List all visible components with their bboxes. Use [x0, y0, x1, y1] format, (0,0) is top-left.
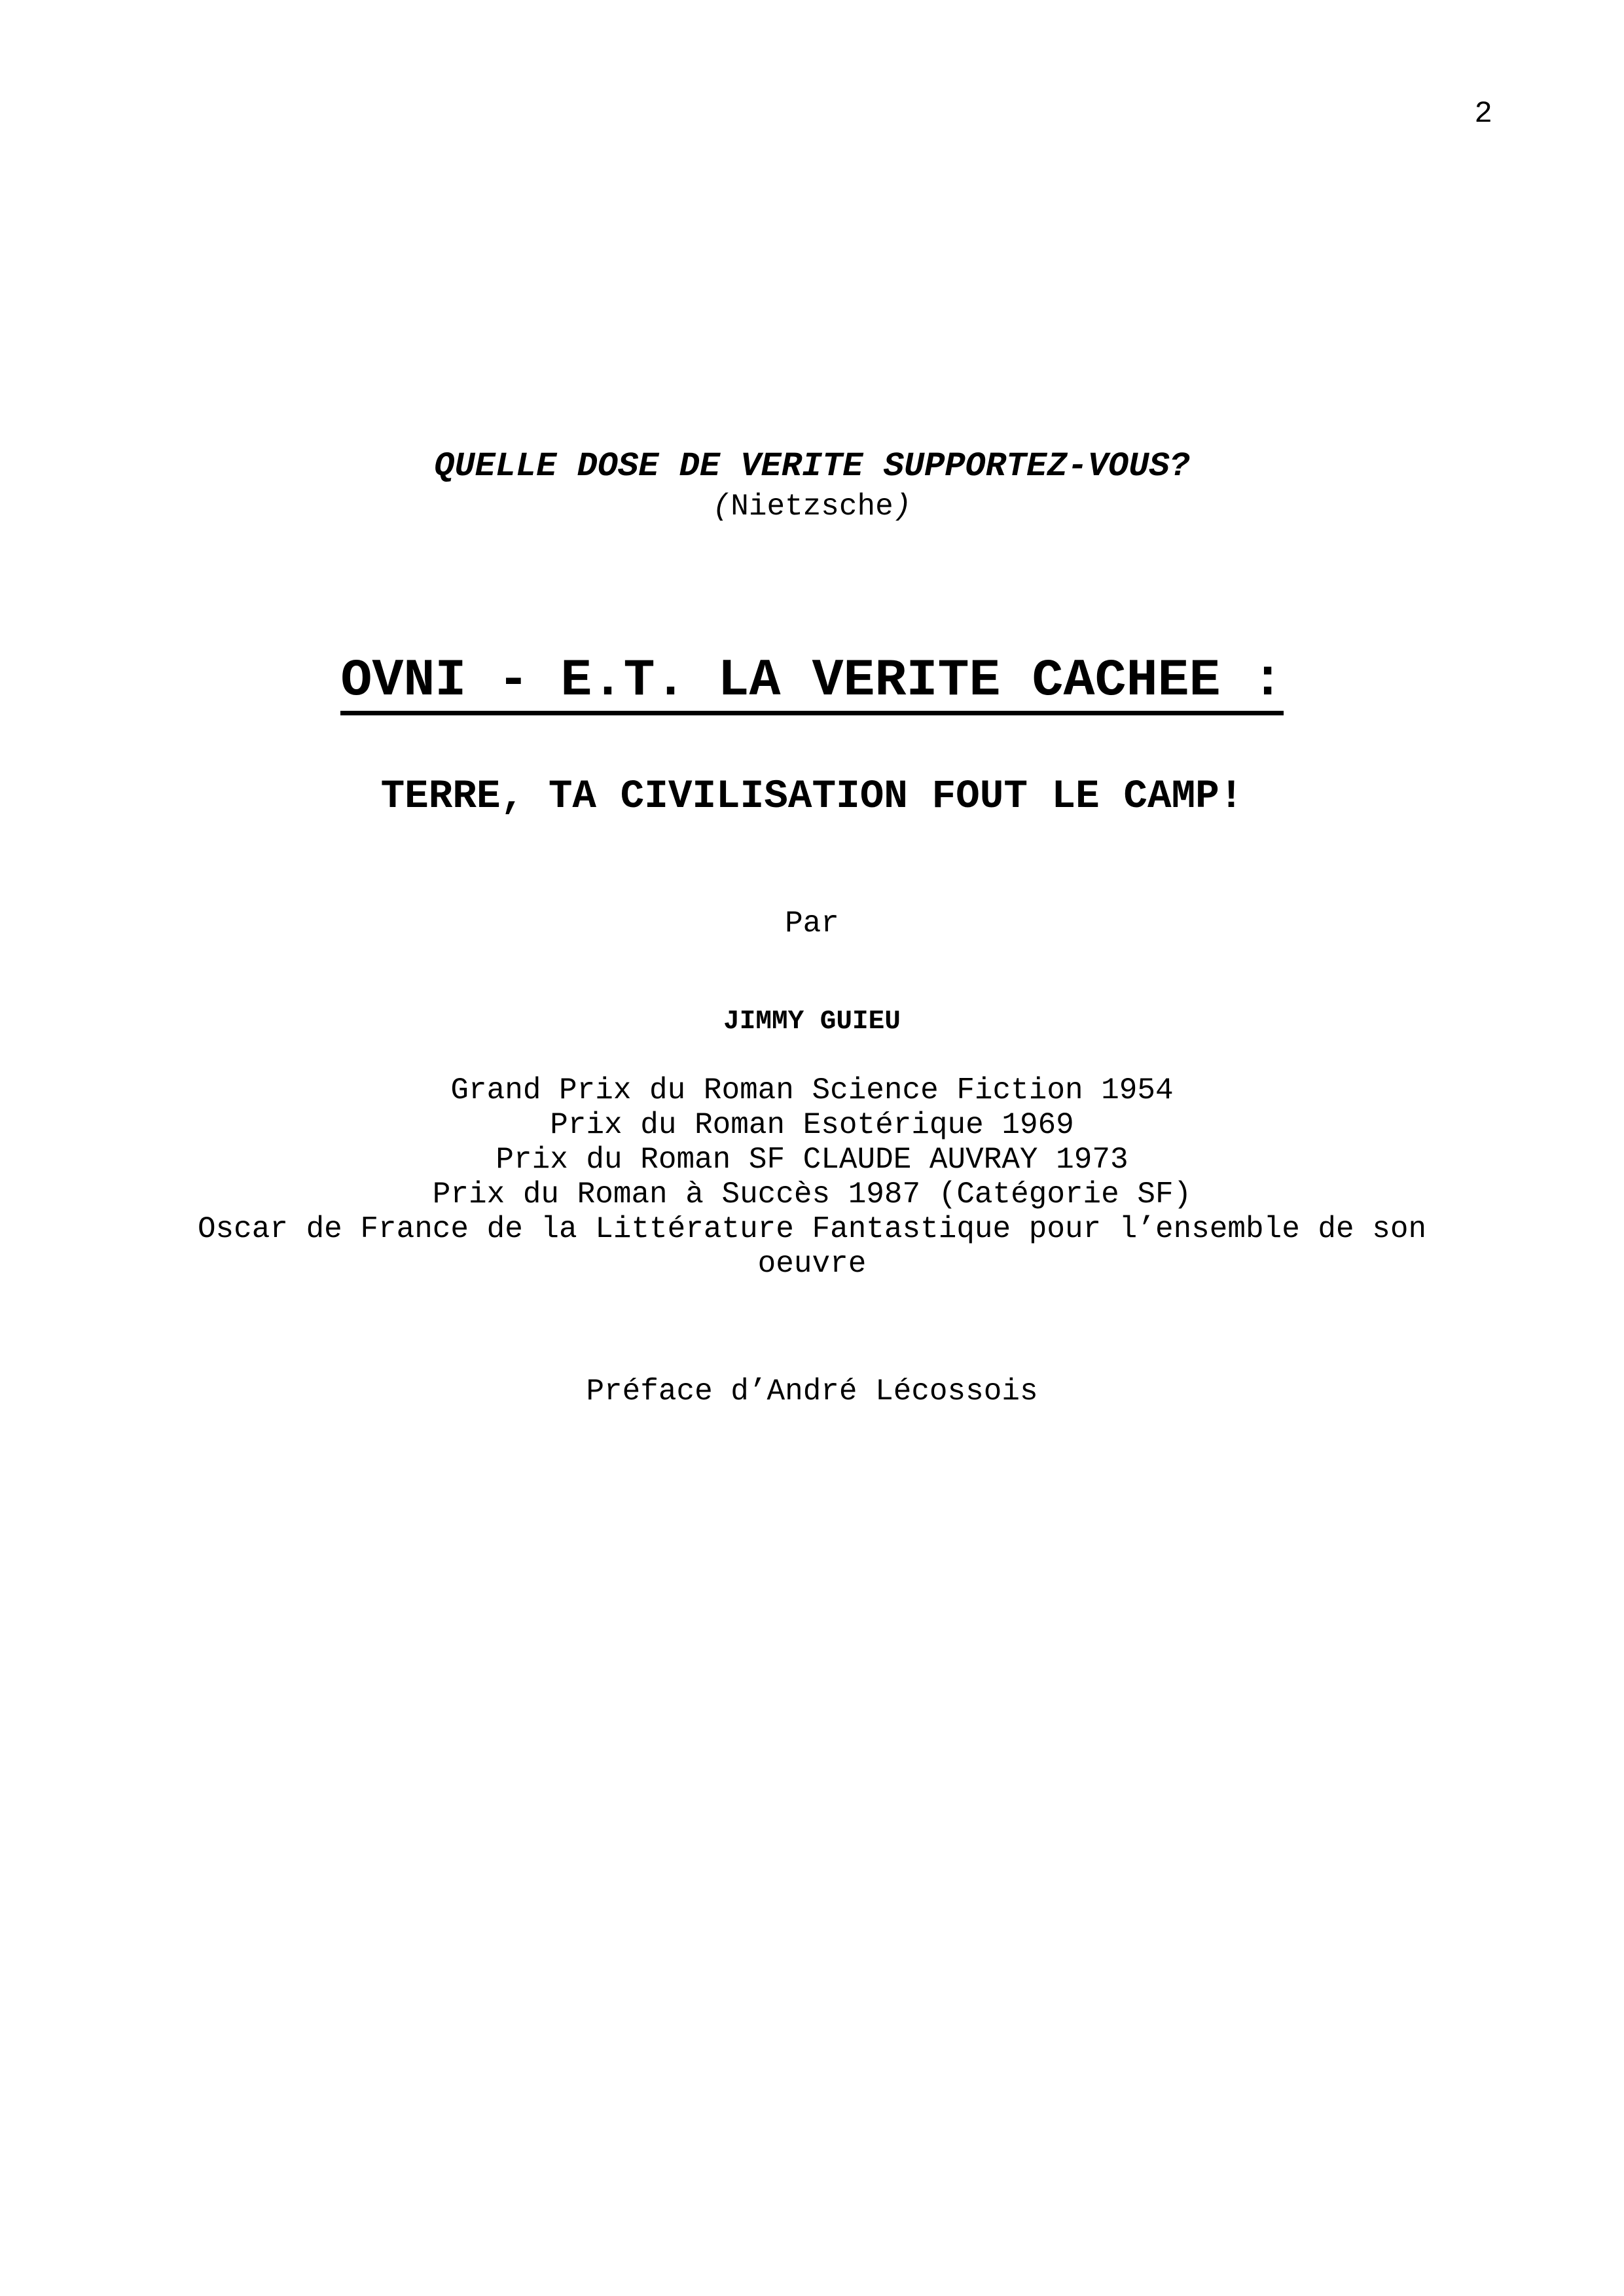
book-subtitle: TERRE, TA CIVILISATION FOUT LE CAMP!: [380, 774, 1244, 819]
epigraph-open-paren: (: [712, 490, 731, 524]
award-item: Prix du Roman Esotérique 1969: [550, 1108, 1074, 1142]
award-item: Prix du Roman SF CLAUDE AUVRAY 1973: [496, 1143, 1128, 1177]
epigraph-close-paren: ): [893, 490, 912, 524]
author-name: JIMMY GUIEU: [723, 1007, 901, 1037]
award-item: Grand Prix du Roman Science Fiction 1954: [450, 1073, 1174, 1107]
page-number: 2: [1474, 97, 1492, 131]
awards-list: [0, 1073, 1624, 1282]
preface-credit: Préface d’André Lécossois: [586, 1374, 1038, 1408]
book-title-text: OVNI - E.T. LA VERITE CACHEE :: [340, 652, 1283, 715]
epigraph-quote: QUELLE DOSE DE VERITE SUPPORTEZ-VOUS?: [434, 447, 1190, 486]
award-item: oeuvre: [757, 1247, 867, 1281]
book-title: [0, 651, 1624, 715]
by-label: Par: [785, 906, 839, 941]
epigraph-author: Nietzsche: [731, 490, 893, 524]
award-item: Oscar de France de la Littérature Fantastique pour l’ensemble de son: [197, 1212, 1427, 1246]
award-item: Prix du Roman à Succès 1987 (Catégorie SF): [432, 1177, 1192, 1211]
epigraph-attribution: [0, 490, 1624, 524]
